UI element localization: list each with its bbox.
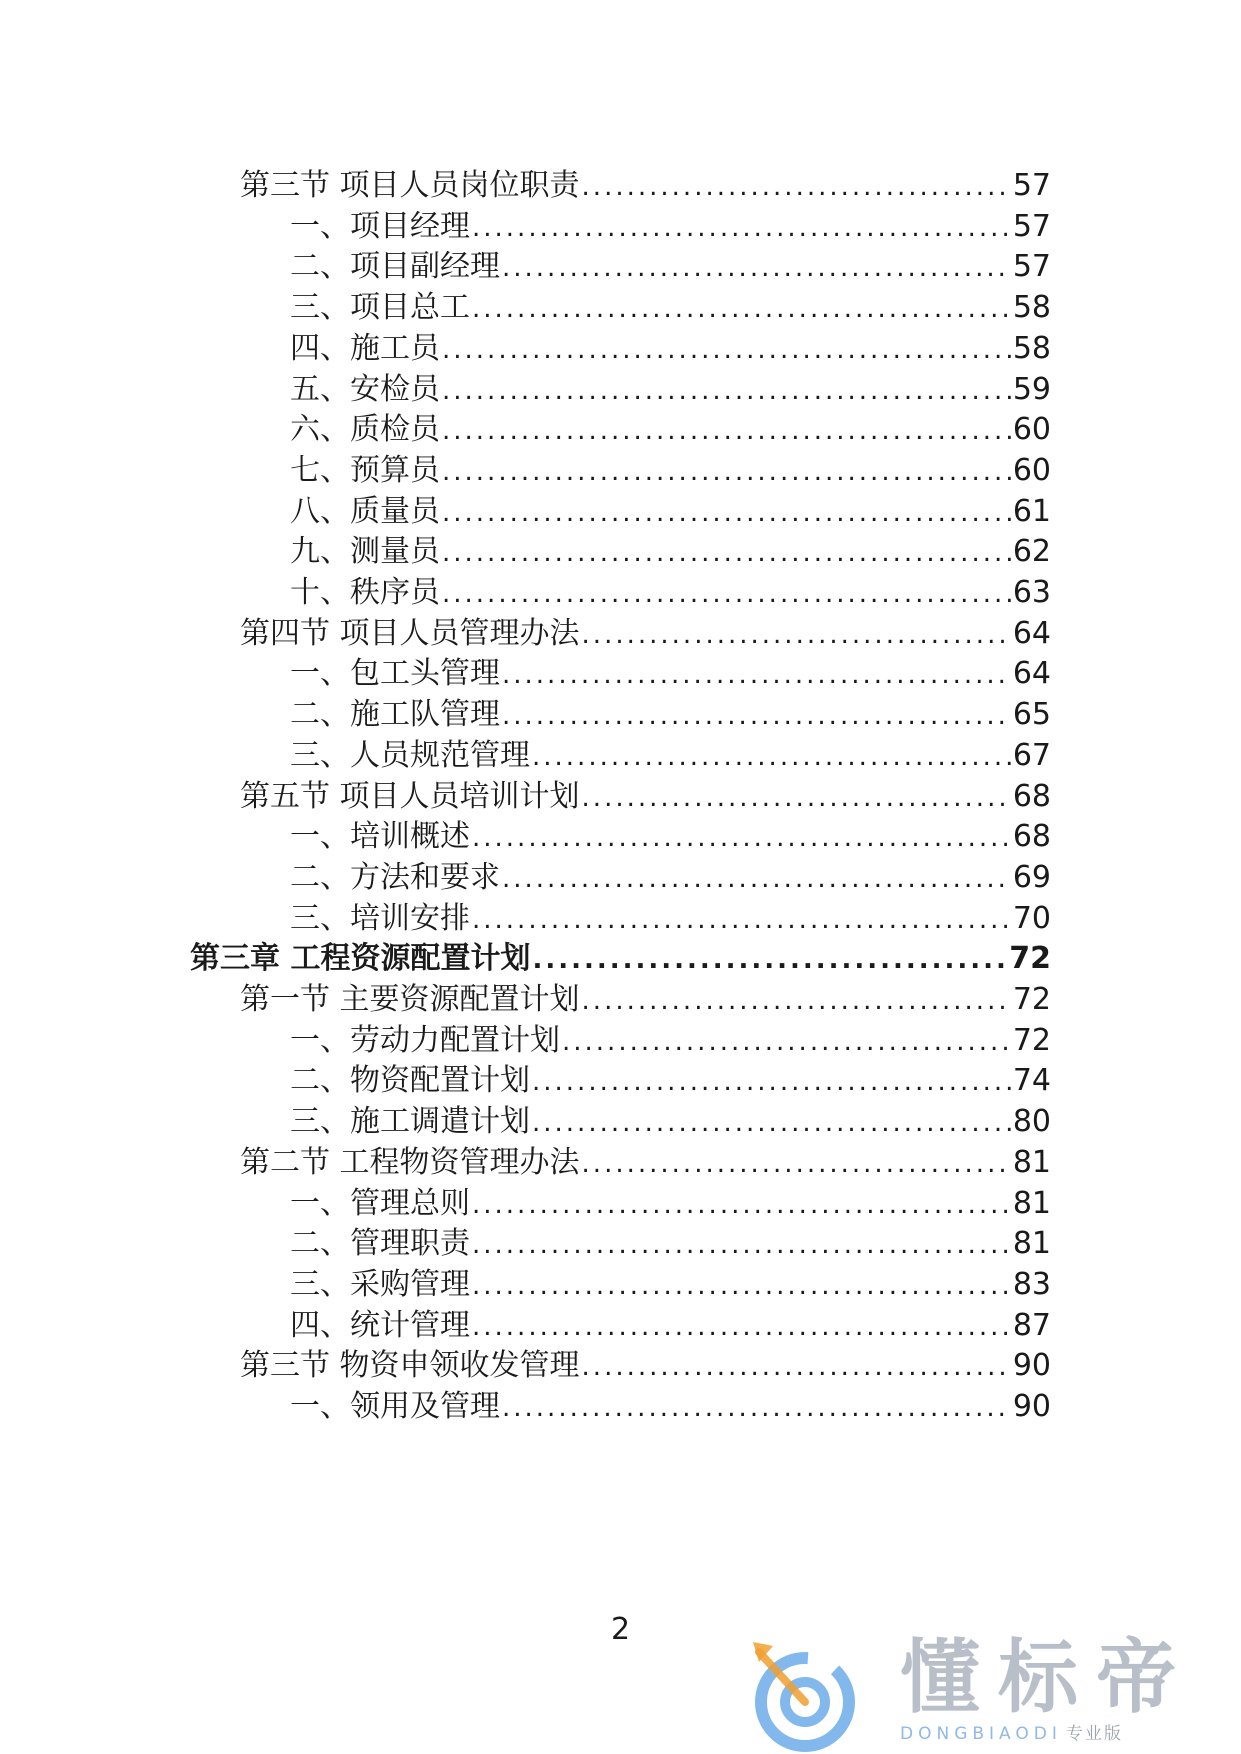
watermark — [745, 1631, 1235, 1754]
toc-entry-title: 七、预算员 — [290, 452, 440, 488]
page-number: 2 — [610, 1612, 631, 1647]
toc-dot-leader — [532, 737, 1011, 777]
toc-entry-title: 三、培训安排 — [290, 900, 470, 936]
toc-dot-leader — [562, 1022, 1011, 1062]
toc-dot-leader — [582, 167, 1011, 207]
toc-entry-title: 第四节 项目人员管理办法 — [240, 615, 580, 651]
toc-entry-item[interactable] — [290, 329, 1051, 369]
toc-entry-item[interactable] — [290, 370, 1051, 410]
toc-entry-page: 64 — [1012, 656, 1051, 692]
toc-entry-item[interactable] — [290, 899, 1051, 939]
toc-entry-title: 二、项目副经理 — [290, 249, 500, 285]
toc-entry-item[interactable] — [290, 817, 1051, 857]
toc-dot-leader — [472, 1307, 1011, 1347]
toc-entry-item[interactable] — [290, 736, 1051, 776]
toc-entry-item[interactable] — [290, 695, 1051, 735]
toc-entry-page: 68 — [1012, 778, 1051, 814]
toc-entry-page: 67 — [1012, 737, 1051, 773]
toc-dot-leader — [582, 615, 1011, 655]
toc-entry-page: 61 — [1012, 493, 1051, 529]
toc-entry-page: 69 — [1012, 859, 1051, 895]
toc-entry-page: 72 — [1009, 941, 1051, 977]
toc-entry-title: 二、施工队管理 — [290, 697, 500, 733]
toc-entry-item[interactable] — [290, 573, 1051, 613]
toc-dot-leader — [442, 574, 1011, 614]
toc-entry-page: 81 — [1012, 1226, 1051, 1262]
toc-entry-title: 三、项目总工 — [290, 290, 470, 326]
toc-entry-title: 二、管理职责 — [290, 1226, 470, 1262]
toc-dot-leader — [472, 1185, 1011, 1225]
toc-entry-title: 一、包工头管理 — [290, 656, 500, 692]
toc-dot-leader — [442, 411, 1011, 451]
toc-entry-item[interactable] — [290, 1387, 1051, 1427]
toc-entry-title: 第三节 物资申领收发管理 — [240, 1348, 580, 1384]
watermark-subtitle — [900, 1724, 1123, 1744]
toc-entry-page: 63 — [1012, 575, 1051, 610]
toc-entry-item[interactable] — [290, 858, 1051, 898]
toc-dot-leader — [442, 371, 1011, 411]
toc-entry-page: 58 — [1012, 290, 1051, 326]
toc-entry-item[interactable] — [290, 410, 1051, 450]
toc-entry-title: 十、秩序员 — [290, 575, 440, 610]
toc-entry-title: 四、施工员 — [290, 330, 440, 366]
toc-dot-leader — [472, 1225, 1011, 1265]
toc-entry-title: 二、方法和要求 — [290, 859, 500, 895]
toc-entry-page: 74 — [1012, 1063, 1051, 1099]
toc-entry-title: 五、安检员 — [290, 371, 440, 407]
toc-entry-item[interactable] — [290, 1265, 1051, 1305]
toc-entry-section[interactable] — [240, 777, 1051, 817]
toc-entry-page: 62 — [1012, 534, 1051, 570]
toc-entry-page: 65 — [1012, 697, 1051, 733]
toc-dot-leader — [502, 696, 1011, 736]
watermark-brand: 懂标帝 — [900, 1631, 1194, 1724]
toc-entry-item[interactable] — [290, 1102, 1051, 1142]
toc-entry-section[interactable] — [240, 166, 1051, 206]
toc-dot-leader — [472, 208, 1011, 248]
toc-entry-page: 60 — [1012, 412, 1051, 448]
toc-entry-page: 72 — [1012, 982, 1051, 1017]
toc-entry-title: 四、统计管理 — [290, 1307, 470, 1343]
toc-dot-leader — [582, 778, 1011, 818]
toc-entry-title: 第二节 工程物资管理办法 — [240, 1144, 580, 1180]
toc-entry-page: 59 — [1012, 371, 1051, 407]
toc-dot-leader — [582, 1347, 1011, 1387]
watermark-edition: 专业版 — [1065, 1724, 1123, 1744]
toc-entry-section[interactable] — [240, 980, 1051, 1020]
toc-entry-page: 81 — [1012, 1185, 1051, 1221]
toc-dot-leader — [442, 452, 1011, 492]
toc-entry-item[interactable] — [290, 1306, 1051, 1346]
toc-entry-item[interactable] — [290, 288, 1051, 328]
toc-dot-leader — [582, 981, 1011, 1021]
toc-entry-page: 83 — [1012, 1266, 1051, 1302]
toc-entry-title: 第三节 项目人员岗位职责 — [240, 168, 580, 203]
toc-dot-leader — [442, 493, 1011, 533]
toc-entry-page: 70 — [1012, 900, 1051, 936]
toc-entry-page: 87 — [1012, 1307, 1051, 1343]
toc-entry-title: 一、培训概述 — [290, 819, 470, 855]
toc-entry-title: 一、项目经理 — [290, 208, 470, 244]
toc-entry-title: 第三章 工程资源配置计划 — [190, 941, 531, 977]
toc-entry-item[interactable] — [290, 451, 1051, 491]
toc-entry-item[interactable] — [290, 1061, 1051, 1101]
toc-entry-title: 第五节 项目人员培训计划 — [240, 778, 580, 814]
toc-entry-title: 第一节 主要资源配置计划 — [240, 982, 580, 1017]
toc-entry-title: 一、管理总则 — [290, 1185, 470, 1221]
toc-dot-leader — [472, 1266, 1011, 1306]
toc-entry-item[interactable] — [290, 1184, 1051, 1224]
toc-dot-leader — [472, 818, 1011, 858]
toc-entry-page: 81 — [1012, 1144, 1051, 1180]
toc-dot-leader — [502, 248, 1011, 288]
toc-entry-item[interactable] — [290, 654, 1051, 694]
toc-entry-page: 90 — [1012, 1348, 1051, 1384]
toc-entry-title: 八、质量员 — [290, 493, 440, 529]
toc-dot-leader — [532, 1062, 1011, 1102]
toc-entry-page: 60 — [1012, 452, 1051, 488]
watermark-sub-text: DONGBIAODI — [900, 1724, 1062, 1744]
toc-dot-leader — [502, 1388, 1011, 1428]
toc-entry-title: 二、物资配置计划 — [290, 1063, 530, 1099]
toc-entry-item[interactable] — [290, 492, 1051, 532]
toc-entry-page: 57 — [1012, 168, 1051, 203]
toc-dot-leader — [532, 940, 1007, 980]
toc-entry-title: 一、领用及管理 — [290, 1389, 500, 1424]
toc-entry-title: 六、质检员 — [290, 412, 440, 448]
toc-dot-leader — [472, 289, 1011, 329]
toc-entry-section[interactable] — [240, 1346, 1051, 1386]
toc-entry-page: 68 — [1012, 819, 1051, 855]
toc-entry-title: 一、劳动力配置计划 — [290, 1022, 560, 1058]
toc-entry-item[interactable] — [290, 1224, 1051, 1264]
toc-entry-item[interactable] — [290, 207, 1051, 247]
toc-dot-leader — [442, 330, 1011, 370]
toc-entry-page: 90 — [1012, 1389, 1051, 1424]
toc-entry-title: 三、采购管理 — [290, 1266, 470, 1302]
toc-dot-leader — [502, 655, 1011, 695]
toc-dot-leader — [442, 533, 1011, 573]
toc-entry-page: 57 — [1012, 249, 1051, 285]
toc-entry-title: 九、测量员 — [290, 534, 440, 570]
toc-entry-item[interactable] — [290, 532, 1051, 572]
toc-entry-chapter[interactable] — [190, 939, 1051, 979]
toc-dot-leader — [582, 1144, 1011, 1184]
toc-entry-item[interactable] — [290, 247, 1051, 287]
toc-entry-title: 三、人员规范管理 — [290, 737, 530, 773]
toc-dot-leader — [472, 900, 1011, 940]
toc-entry-page: 58 — [1012, 330, 1051, 366]
toc-entry-page: 80 — [1012, 1104, 1051, 1140]
toc-entry-page: 64 — [1012, 615, 1051, 651]
toc-entry-item[interactable] — [290, 1021, 1051, 1061]
toc-entry-page: 72 — [1012, 1022, 1051, 1058]
toc-entry-section[interactable] — [240, 614, 1051, 654]
toc-entry-title: 三、施工调遣计划 — [290, 1104, 530, 1140]
toc-entry-section[interactable] — [240, 1143, 1051, 1183]
toc-entry-page: 57 — [1012, 208, 1051, 244]
toc-dot-leader — [502, 859, 1011, 899]
target-logo-icon — [745, 1634, 875, 1754]
toc-dot-leader — [532, 1103, 1011, 1143]
